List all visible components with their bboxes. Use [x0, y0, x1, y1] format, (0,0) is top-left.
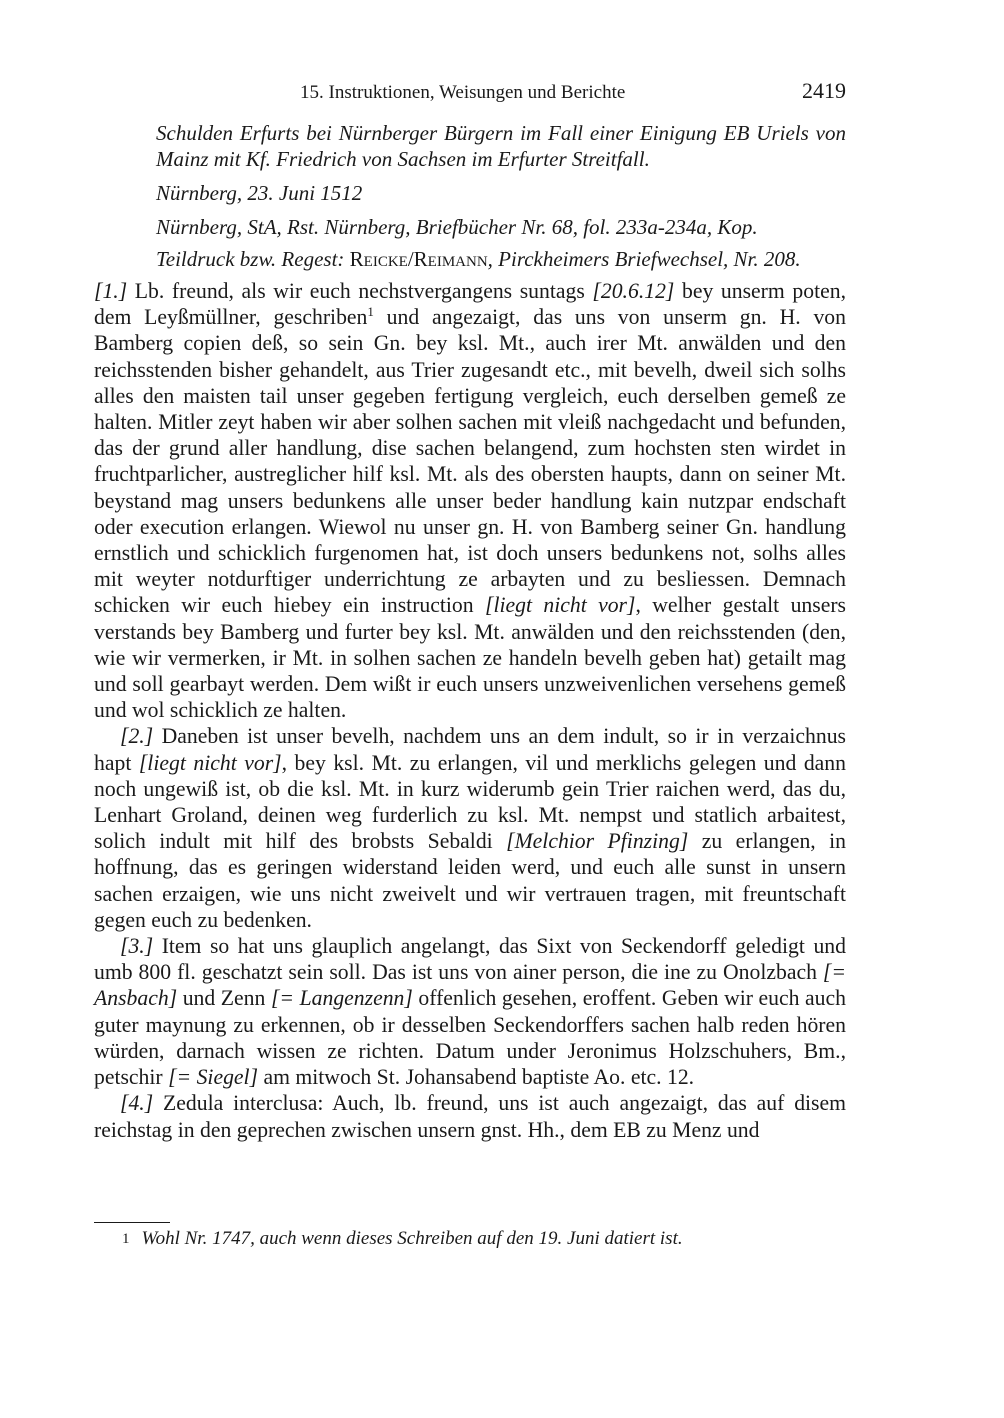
text-run: offenlich gesehen, eroffent. Geben wir euch auch guter maynung zu erkennen, ob ir desselben Seckendorffers sachen halb reden hören würden, darnach wissen ze richten. Datum under Jeronimus Holzschuhers, Bm., petschir: [94, 986, 846, 1090]
text-run: Zedula interclusa: Auch, lb. freund, uns ist auch angezaigt, das auf disem reichstag in den geprechen zwischen unsern gnst. Hh., dem EB zu Menz und: [94, 1091, 846, 1142]
print-reference-authors: Reicke/Reimann: [349, 247, 488, 271]
editorial-note: [= Langenzenn]: [270, 986, 413, 1011]
editorial-note: [liegt nicht vor]: [138, 750, 282, 775]
paragraph-1: [94, 278, 846, 723]
paragraph-number: [3.]: [120, 934, 154, 959]
main-text: [94, 278, 846, 1143]
text-run: Daneben ist unser bevelh, nachdem uns an dem indult, so ir in verzaichnus hapt: [94, 724, 846, 775]
text-run: Lb. freund, als wir euch nechstvergangens suntags: [127, 279, 593, 303]
editorial-note: [Melchior Pfinzing]: [506, 829, 689, 854]
paragraph-2: [94, 723, 846, 933]
paragraph-number: [1.]: [94, 279, 128, 303]
text-run: und Zenn: [177, 986, 271, 1011]
editorial-note: [20.6.12]: [592, 279, 675, 303]
document-metadata: [156, 120, 846, 272]
editorial-note: [= Ansbach]: [94, 960, 846, 1011]
footnote-reference[interactable]: 1: [367, 303, 374, 319]
document-page: [94, 0, 846, 1418]
text-run: am mitwoch St. Johansabend baptiste Ao. etc. 12.: [258, 1065, 695, 1090]
page-number: 2419: [802, 78, 846, 103]
running-title: 15. Instruktionen, Weisungen und Berichte: [300, 82, 626, 103]
text-run: Item so hat uns glauplich angelangt, das Sixt von Seckendorff geledigt und umb 800 fl. geschatzt sein soll. Das ist uns von ainer person, die ine zu Onolzbach: [94, 934, 846, 985]
text-run: und angezaigt, das uns von unserm gn. H. von Bamberg copien deß, so sein Gn. bey ksl. Mt., auch irer Mt. anwälden und den reichsstenden bisher gehandelt, aus Trier zugesandt etc., mit bevelh, dweil sich solhs alles den maisten tail unser gegeben fertigung vergleich, euch derselben gemeß ze halten. Mitler zeyt haben wir aber solhen sachen mit vleiß nachgedacht und befunden, das der grund aller handlung, dise sachen belangend, zum hochsten sten wirdet in fruchtparlicher, austreglicher hilf ksl. Mt. als des obersten haupts, dann on seiner Mt. beystand mag unsers bedunkens alle unser beder handlung kain nutzpar endschaft oder execution erlangen. Wiewol nu unser gn. H. von Bamberg seiner Gn. handlung ernstlich und schicklich furgenomen hat, ist doch unsers bedunkens not, solhs alles mit weyter notdurftiger underrichtung ze arbayten und zu besliessen. Demnach schicken wir euch hiebey ein instruction: [94, 305, 846, 618]
print-reference-work: , Pirckheimers Briefwechsel, Nr. 208.: [487, 247, 801, 271]
running-header: [94, 80, 846, 108]
footnote-number: 1: [122, 1231, 130, 1247]
footnote: [122, 1228, 846, 1250]
text-run: zu erlangen, in hoffnung, das es geringen widerstand leiden werd, und euch alle sunst in unsern sachen erzaigen, wie uns nicht zweivelt und wir vertrauen tragen, mit freuntschaft gegen euch zu bedenken.: [94, 829, 847, 932]
footnote-text: Wohl Nr. 1747, auch wenn dieses Schreiben auf den 19. Juni datiert ist.: [141, 1228, 683, 1249]
regest-title: Schulden Erfurts bei Nürnberger Bürgern im Fall einer Einigung EB Uriels von Mainz mit Kf. Friedrich von Sachsen im Erfurter Streitfall.: [156, 121, 846, 171]
text-run: bey unserm poten, dem Leyßmüllner, geschriben: [94, 279, 846, 330]
editorial-note: [liegt nicht vor]: [485, 593, 636, 618]
document-date: Nürnberg, 23. Juni 1512: [156, 181, 363, 205]
paragraph-number: [4.]: [120, 1091, 154, 1116]
text-run: , bey ksl. Mt. zu erlangen, vil und merklichs gelegen und dann noch ungewiß ist, ob die ksl. Mt. in kurz widerumb gein Trier raichen werd, das du, Lenhart Groland, deinen weg furderlich zu ksl. Mt. nempst und statlich arbaitest, solich indult mit hilf des brobsts Sebaldi: [94, 750, 846, 854]
text-run: , welher gestalt unsers verstands bey Bamberg und furter bey ksl. Mt. anwälden und den reichsstenden (den, wie wir vermerken, ir Mt. in solhen sachen ze handeln bevelh geben hat) getailt mag und soll gearbayt werden. Dem wißt ir euch unsers unzweivenlichen versehens gemeß und wol schicklich ze halten.: [94, 593, 846, 723]
print-reference: [156, 246, 846, 272]
print-reference-label: Teildruck bzw. Regest:: [156, 247, 345, 271]
archival-source: Nürnberg, StA, Rst. Nürnberg, Briefbücher Nr. 68, fol. 233a-234a, Kop.: [156, 215, 758, 239]
footnote-divider: [94, 1222, 170, 1223]
paragraph-number: [2.]: [120, 724, 154, 749]
editorial-note: [= Siegel]: [168, 1065, 259, 1090]
paragraph-4: [94, 1090, 846, 1142]
paragraph-3: [94, 933, 846, 1090]
